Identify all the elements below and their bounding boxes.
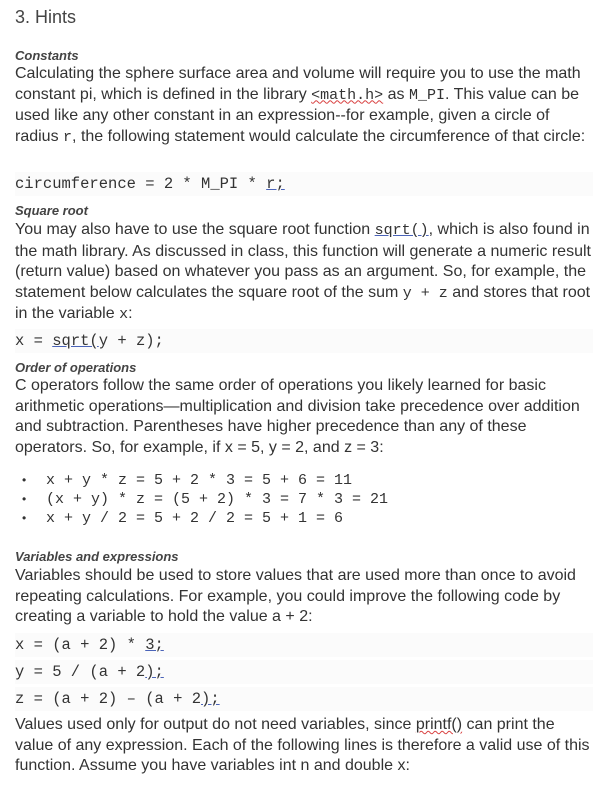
circumference-code: circumference = 2 * M_PI * r; (15, 175, 285, 193)
sqrt-paragraph: You may also have to use the square root function sqrt(), which is also found in the math library. As discussed in class, this function will generate a numeric result (return value) based on whatever you pass as an argument. So, for example, the statement below calculates the square root of the sum y + z and stores that root in the variable x: (15, 221, 591, 323)
printf-text: printf() (415, 716, 463, 733)
order-heading: Order of operations (15, 360, 137, 375)
m-pi-code: M_PI (408, 86, 445, 104)
variables-paragraph: Variables should be used to store values that are used more than once to avoid repeating calculations. For example, you could improve the following code by creating a variable to hold the value a + 2: (15, 567, 576, 625)
list-item: • (x + y) * z = (5 + 2) * 3 = 7 * 3 = 21 (22, 491, 389, 508)
r-code: r (63, 128, 73, 146)
order-examples-list (22, 472, 388, 529)
sqrt-heading: Square root (15, 203, 88, 218)
code-line-y: y = 5 / (a + 2); (15, 663, 164, 681)
order-paragraph: C operators follow the same order of operations you likely learned for basic arithmetic operations—multiplication and division take precedence over addition and subtraction. Parentheses have higher precedence than any of these operators. So, for example, if x = 5, y = 2, and z = 3: (15, 377, 580, 456)
list-item: • x + y / 2 = 5 + 2 / 2 = 5 + 1 = 6 (22, 510, 344, 527)
output-paragraph: Values used only for output do not need variables, since printf() can print the value of any expression. Each of the following lines is therefore a valid use of this function. Assume you have variables int n and double x: (15, 716, 590, 774)
constants-heading: Constants (15, 48, 79, 63)
variables-heading: Variables and expressions (15, 549, 179, 564)
code-line-z: z = (a + 2) – (a + 2); (15, 690, 220, 708)
sqrt-statement-code: x = sqrt(y + z); (15, 332, 164, 350)
sqrt-code: sqrt() (374, 222, 429, 239)
section-title: 3. Hints (15, 7, 77, 27)
code-line-x: x = (a + 2) * 3; (15, 636, 164, 654)
constants-paragraph: Calculating the sphere surface area and volume will require you to use the math constant pi, which is defined in the library <math.h> as M_PI. This value can be used like any other constant in an expression--for example, given a circle of radius r, the following statement would calculate the circumference of that circle: (15, 65, 586, 146)
y-plus-z-code: y + z (402, 284, 448, 302)
math-h-code: <math.h> (311, 86, 384, 104)
list-item: • x + y * z = 5 + 2 * 3 = 5 + 6 = 11 (22, 472, 353, 489)
x-code: x (119, 306, 129, 323)
